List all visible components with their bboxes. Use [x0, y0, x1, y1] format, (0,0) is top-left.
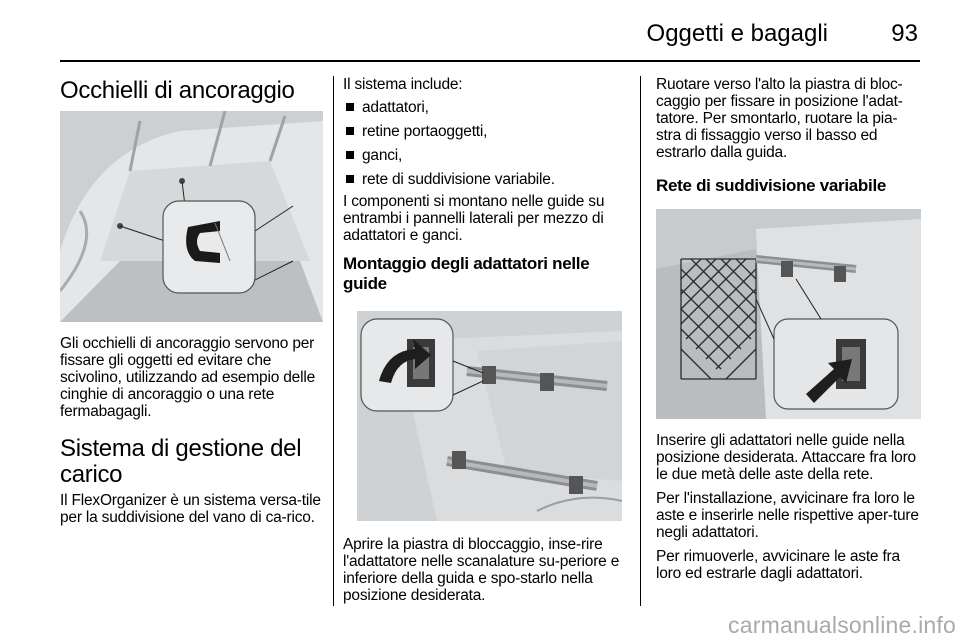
list-item: rete di suddivisione variabile.	[343, 171, 626, 188]
list-item: retine portaoggetti,	[343, 123, 626, 140]
column-2	[343, 76, 626, 294]
column-3-body	[656, 432, 922, 582]
column-divider-right	[640, 76, 641, 606]
bullet-square-icon	[346, 175, 354, 183]
bullet-square-icon	[346, 151, 354, 159]
page-header	[60, 14, 920, 64]
page-number: 93	[891, 20, 918, 47]
heading-variable-net: Rete di suddivisione variabile	[656, 176, 887, 195]
heading-anchor-eyes: Occhielli di ancoraggio	[60, 77, 295, 104]
locking-plate-paragraph: Ruotare verso l'alto la piastra di bloc-caggio per fissare in posizione l'adat-tatore. Per smontarlo, ruotare la pia-stra di fissaggio verso il basso ed estrarlo dalla guida.	[656, 76, 903, 161]
figure-adapter-mounting	[357, 311, 622, 521]
insert-adapters-paragraph: Inserire gli adattatori nelle guide nella posizione desiderata. Attaccare fra loro le due metà delle aste della rete.	[656, 432, 916, 483]
column-3	[656, 76, 922, 196]
installation-paragraph: Per l'installazione, avvicinare fra loro le aste e inserirle nelle rispettive aper-ture negli adattatori.	[656, 490, 919, 541]
section-title: Oggetti e bagagli	[646, 20, 828, 47]
column-2-caption	[343, 536, 626, 604]
mounting-paragraph: I componenti si montano nelle guide su entrambi i pannelli laterali per mezzo di adattatori e ganci.	[343, 193, 605, 244]
bullet-square-icon	[346, 103, 354, 111]
header-rule	[60, 60, 920, 62]
partition-net-illustration	[656, 209, 921, 419]
components-list	[343, 99, 626, 188]
column-divider-left	[333, 76, 334, 606]
watermark: carmanualsonline.info	[728, 612, 956, 638]
system-includes-intro: Il sistema include:	[343, 76, 463, 93]
list-item: ganci,	[343, 147, 626, 164]
flexorganizer-paragraph: Il FlexOrganizer è un sistema versa-tile per la suddivisione del vano di ca-rico.	[60, 492, 321, 526]
adapter-mounting-caption: Aprire la piastra di bloccaggio, inse-rire l'adattatore nelle scanalature su-periore e inferiore della guida e spo-starlo nella posizione desiderata.	[343, 536, 620, 604]
figure-variable-net	[656, 209, 921, 419]
anchor-eyes-paragraph: Gli occhielli di ancoraggio servono per fissare gli oggetti ed evitare che scivolino, utilizzando ad esempio delle cinghie di ancoraggio o una rete fermabagagli.	[60, 335, 315, 420]
removal-paragraph: Per rimuoverle, avvicinare le aste fra loro ed estrarle dagli adattatori.	[656, 548, 900, 582]
adapter-rail-illustration	[357, 311, 622, 521]
cargo-anchor-illustration	[60, 111, 323, 322]
bullet-square-icon	[346, 127, 354, 135]
heading-cargo-management: Sistema di gestione del carico	[60, 435, 302, 488]
column-1-body	[60, 335, 326, 526]
list-item: adattatori,	[343, 99, 626, 116]
figure-anchor-eyes	[60, 111, 323, 322]
column-1	[60, 76, 326, 104]
heading-adapter-mounting: Montaggio degli adattatori nelle guide	[343, 254, 590, 293]
